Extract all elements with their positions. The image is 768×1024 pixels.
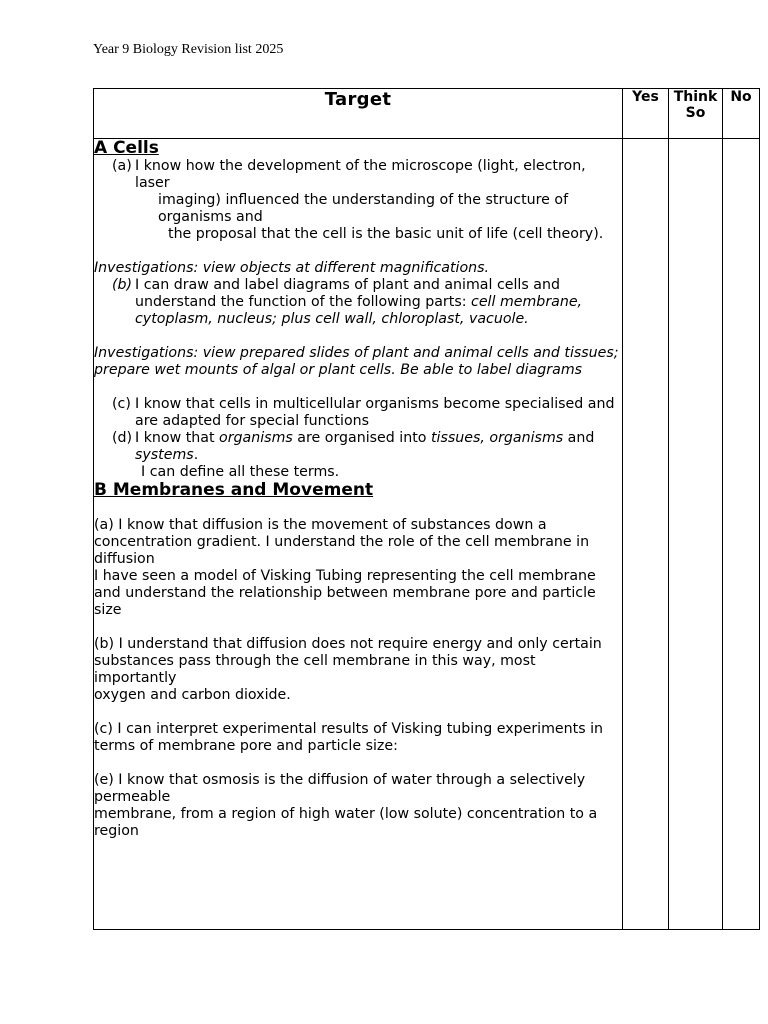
text-run: are organised into (292, 430, 431, 446)
no-checkbox-cell[interactable] (723, 139, 760, 930)
item-label: (c) (112, 396, 131, 412)
paragraph-b-cont: substances pass through the cell membrane in this way, most importantly (94, 653, 536, 686)
section-a-title: A Cells (94, 138, 159, 158)
paragraph-b-cont: oxygen and carbon dioxide. (94, 687, 291, 703)
paragraph-b: (b) I understand that diffusion does not require energy and only certain (94, 636, 602, 652)
investigation-note: Investigations: view prepared slides of plant and animal cells and tissues; prepare wet mounts of algal or plant cells. Be able to label diagrams (94, 345, 619, 378)
term-tissues: tissues, organisms (430, 430, 564, 446)
paragraph-c: (c) I can interpret experimental results of Visking tubing experiments in (94, 721, 604, 737)
item-text-plain: I can draw and label diagrams of plant and animal cells and understand the function of the following parts: (135, 277, 560, 310)
investigation-note: Investigations: view objects at different magnifications. (94, 260, 490, 276)
column-header-no: No (723, 89, 760, 139)
list-item-d (94, 430, 622, 464)
item-continuation: imaging) influenced the understanding of the structure of organisms and (158, 192, 569, 225)
column-header-think-so: Think So (669, 89, 723, 139)
item-continuation: I can define all these terms. (141, 464, 340, 480)
item-continuation: the proposal that the cell is the basic unit of life (cell theory). (168, 226, 604, 242)
text-run: . (193, 447, 199, 463)
item-label: (b) (112, 277, 133, 293)
item-label: (a) (112, 158, 132, 174)
paragraph-a: (a) I know that diffusion is the movement of substances down a concentration gradient. I understand the role of the cell membrane in diffusion (94, 517, 590, 567)
item-label: (d) (112, 430, 133, 446)
column-header-yes: Yes (623, 89, 669, 139)
text-run: and (563, 430, 595, 446)
paragraph-e-cont: membrane, from a region of high water (low solute) concentration to a region (94, 806, 598, 839)
item-text (135, 430, 622, 464)
paragraph-c-cont: terms of membrane pore and particle size: (94, 738, 398, 754)
list-item-a (94, 158, 622, 192)
item-text: I know how the development of the microscope (light, electron, laser (135, 158, 586, 191)
item-text: I know that cells in multicellular organisms become specialised and are adapted for special functions (135, 396, 615, 429)
term-organisms: organisms (219, 430, 293, 446)
yes-checkbox-cell[interactable] (623, 139, 669, 930)
paragraph-a-cont: I have seen a model of Visking Tubing representing the cell membrane and understand the relationship between membrane pore and particle size (94, 568, 596, 618)
revision-table (93, 88, 760, 930)
table-header-row (94, 89, 760, 139)
section-b-title: B Membranes and Movement (94, 480, 374, 500)
target-cell (94, 139, 623, 930)
list-item-b (94, 277, 622, 328)
paragraph-e: (e) I know that osmosis is the diffusion of water through a selectively permeable (94, 772, 586, 805)
item-text (135, 277, 622, 328)
table-row (94, 139, 760, 930)
column-header-target: Target (94, 89, 623, 139)
text-run: I know that (135, 430, 220, 446)
think-so-checkbox-cell[interactable] (669, 139, 723, 930)
list-item-c (94, 396, 622, 430)
term-systems: systems (135, 447, 194, 463)
document-header: Year 9 Biology Revision list 2025 (93, 42, 284, 57)
cell-parts: cell membrane, cytoplasm, nucleus; plus cell wall, chloroplast, vacuole. (135, 294, 583, 327)
